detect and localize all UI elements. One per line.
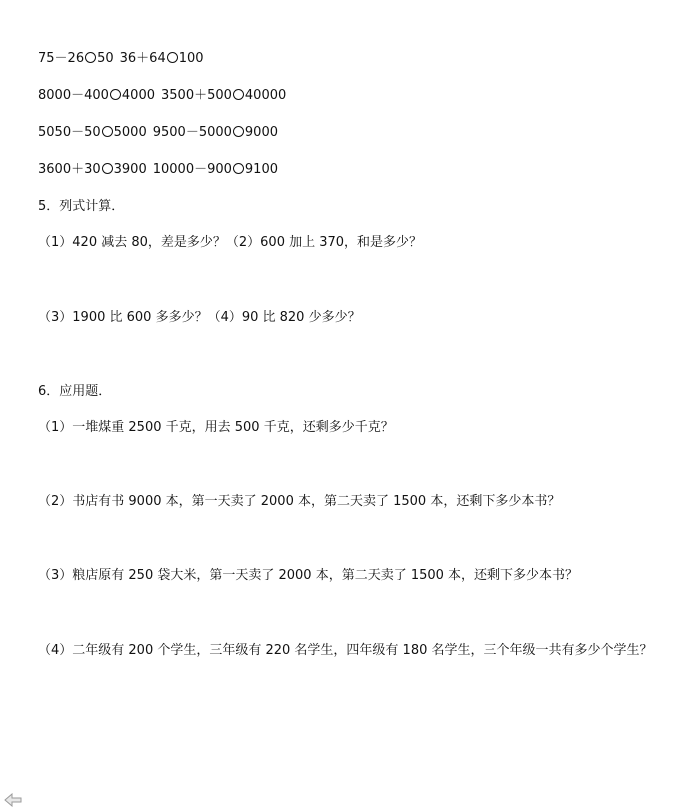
back-arrow-icon[interactable] [4,793,22,807]
value: 5000 [113,125,147,140]
value: 40000 [244,88,287,103]
comparison-row [38,161,278,179]
compare-circle[interactable] [110,89,121,100]
expression: 8000－400 [38,88,109,103]
comparison-row [38,50,204,68]
compare-circle[interactable] [167,52,178,63]
section-6-question-1: （1）一堆煤重 2500 千克，用去 500 千克，还剩多少千克？ [38,420,394,435]
expression: 9500－5000 [152,125,232,140]
expression: 5050－50 [38,125,101,140]
value: 3900 [113,162,147,177]
value: 50 [97,51,114,66]
section-6-question-4: （4）二年级有 200 个学生，三年级有 220 名学生，四年级有 180 名学生，三个年级一共有多少个学生？ [38,643,653,658]
section-6-title: 6．应用题． [38,384,112,399]
expression: 10000－900 [152,162,232,177]
compare-circle[interactable] [85,52,96,63]
compare-circle[interactable] [102,126,113,137]
value: 100 [178,51,204,66]
value: 4000 [121,88,155,103]
value: 9000 [244,125,278,140]
comparison-row [38,87,286,105]
expression: 75－26 [38,51,85,66]
comparison-row [38,124,278,142]
compare-circle[interactable] [233,163,244,174]
section-5-title: 5．列式计算． [38,199,125,214]
section-5-question-1: （1）420 减去 80，差是多少？（2）600 加上 370，和是多少？ [38,235,423,250]
compare-circle[interactable] [233,126,244,137]
compare-circle[interactable] [102,163,113,174]
expression: 3600＋30 [38,162,101,177]
value: 9100 [244,162,278,177]
section-6-question-3: （3）粮店原有 250 袋大米，第一天卖了 2000 本，第二天卖了 1500 本，还剩下多少本书？ [38,568,579,583]
section-6-question-2: （2）书店有书 9000 本，第一天卖了 2000 本，第二天卖了 1500 本，还剩下多少本书？ [38,494,561,509]
compare-circle[interactable] [233,89,244,100]
expression: 3500＋500 [161,88,232,103]
expression: 36＋64 [119,51,166,66]
section-5-question-2: （3）1900 比 600 多多少？（4）90 比 820 少多少？ [38,310,361,325]
